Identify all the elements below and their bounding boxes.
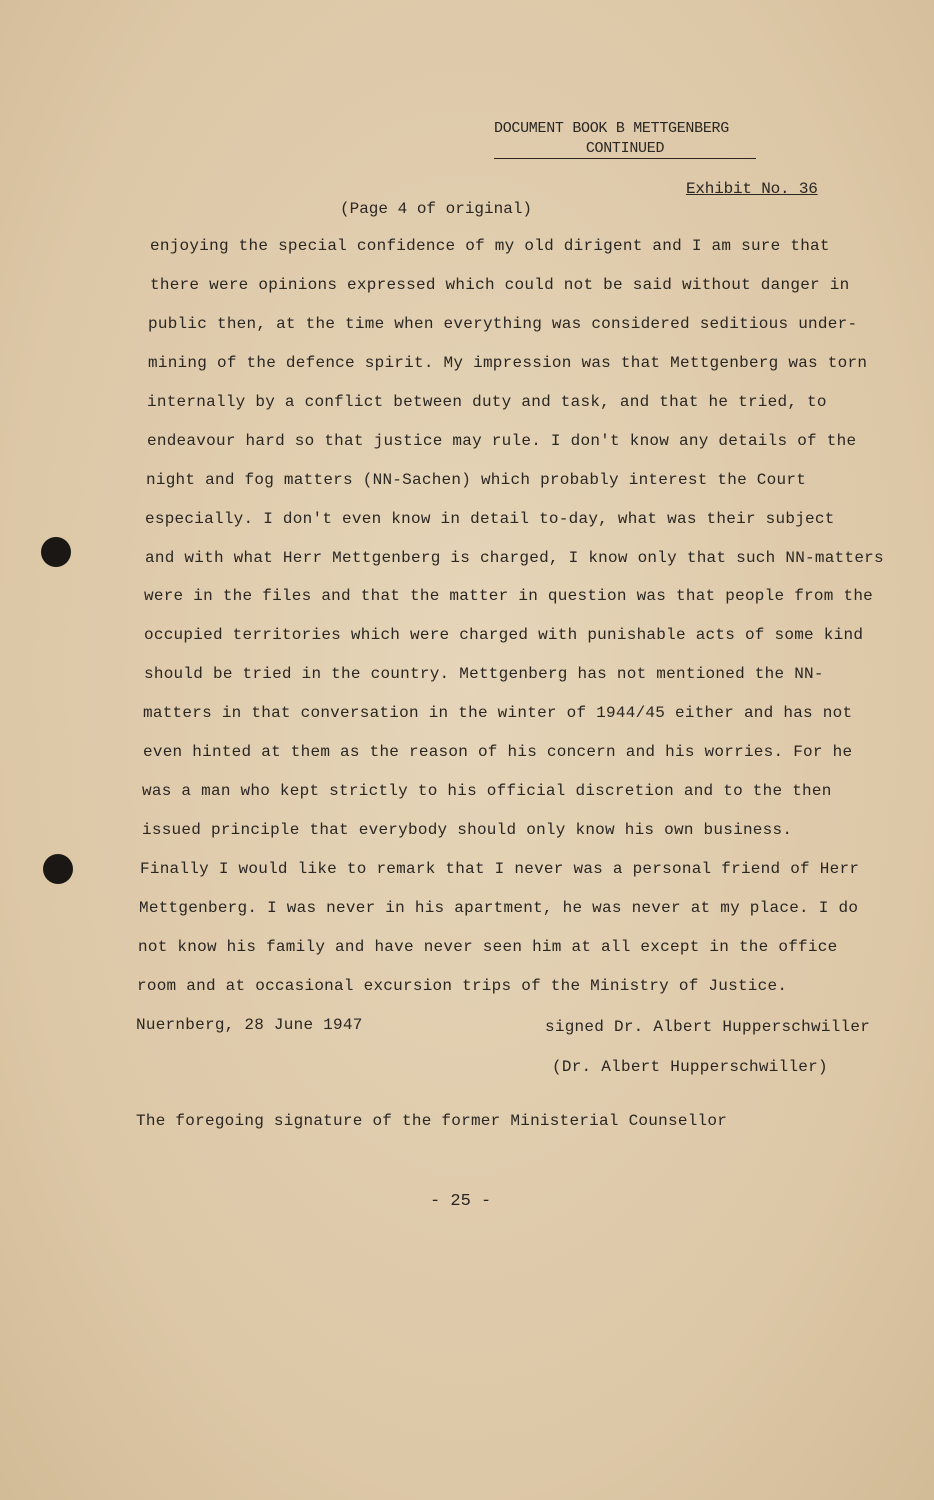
signatory-name: (Dr. Albert Hupperschwiller) xyxy=(552,1058,828,1076)
punch-hole-icon xyxy=(43,854,73,884)
body-line: room and at occasional excursion trips of the Ministry of Justice. xyxy=(137,977,788,995)
certification-text: The foregoing signature of the former Ministerial Counsellor xyxy=(136,1112,728,1130)
exhibit-number: Exhibit No. 36 xyxy=(686,180,818,198)
body-line: and with what Herr Mettgenberg is charged, I know only that such NN-matters xyxy=(145,549,884,567)
body-line: internally by a conflict between duty and task, and that he tried, to xyxy=(147,393,827,411)
page-number: - 25 - xyxy=(430,1192,492,1211)
body-line: matters in that conversation in the winter of 1944/45 either and has not xyxy=(143,704,853,722)
body-line: public then, at the time when everything was considered seditious under- xyxy=(148,315,858,333)
document-book-heading: DOCUMENT BOOK B METTGENBERG xyxy=(494,120,729,137)
body-line: mining of the defence spirit. My impression was that Mettgenberg was torn xyxy=(148,354,868,372)
original-page-note: (Page 4 of original) xyxy=(340,200,533,218)
body-line: night and fog matters (NN-Sachen) which probably interest the Court xyxy=(146,471,807,489)
body-line: Finally I would like to remark that I never was a personal friend of Herr xyxy=(140,860,860,878)
body-line: there were opinions expressed which could not be said without danger in xyxy=(150,276,850,294)
signed-line: signed Dr. Albert Hupperschwiller xyxy=(545,1018,871,1036)
body-line: endeavour hard so that justice may rule. I don't know any details of the xyxy=(147,432,857,450)
body-line: should be tried in the country. Mettgenberg has not mentioned the NN- xyxy=(144,665,824,683)
body-line: especially. I don't even know in detail to-day, what was their subject xyxy=(145,510,835,528)
body-line: not know his family and have never seen him at all except in the office xyxy=(138,938,838,956)
body-line: issued principle that everybody should only know his own business. xyxy=(142,821,793,839)
punch-hole-icon xyxy=(41,537,71,567)
body-line: enjoying the special confidence of my old dirigent and I am sure that xyxy=(150,237,830,255)
body-line: even hinted at them as the reason of his concern and his worries. For he xyxy=(143,743,853,761)
continued-heading: CONTINUED xyxy=(494,140,756,159)
body-line: occupied territories which were charged with punishable acts of some kind xyxy=(144,626,864,644)
body-line: were in the files and that the matter in question was that people from the xyxy=(144,587,874,605)
place-and-date: Nuernberg, 28 June 1947 xyxy=(136,1016,363,1034)
body-line: was a man who kept strictly to his official discretion and to the then xyxy=(142,782,832,800)
body-line: Mettgenberg. I was never in his apartment, he was never at my place. I do xyxy=(139,899,859,917)
